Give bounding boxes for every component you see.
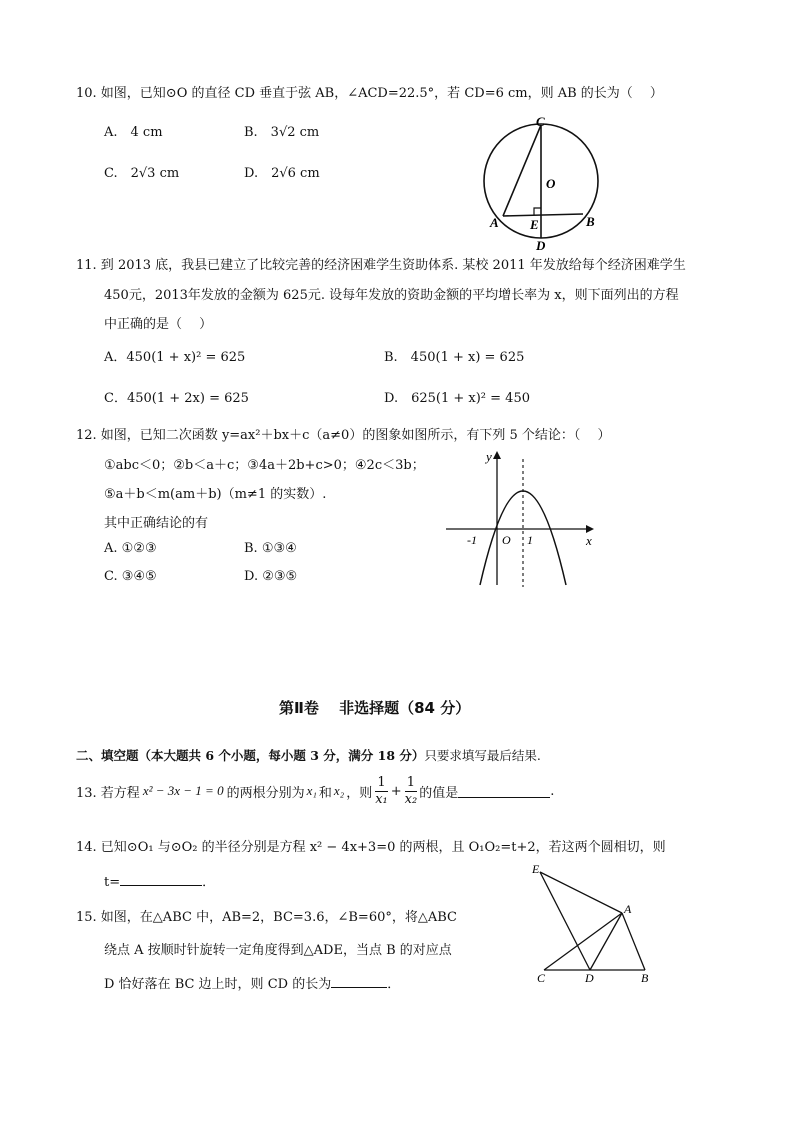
segment-ac xyxy=(503,125,541,216)
q13-fraction-1 xyxy=(375,775,388,808)
q13-equation: x² − 3x − 1 = 0 xyxy=(142,783,224,798)
q13-suffix: 的值是 xyxy=(419,785,459,801)
q13-answer-blank[interactable] xyxy=(458,785,550,798)
q15-line1: 15. 如图，在△ABC 中，AB=2，BC=3.6，∠B=60°，将△ABC xyxy=(76,910,457,925)
label-b: B xyxy=(586,214,595,229)
q10-option-a: A. 4 cm xyxy=(104,125,163,140)
q11-option-b: B. 450(1 + x) = 625 xyxy=(384,350,525,365)
q14-line1: 14. 已知⊙O₁ 与⊙O₂ 的半径分别是方程 x² − 4x+3=0 的两根，且 O₁O₂=t+2，若这两个圆相切，则 xyxy=(76,840,666,855)
q14-end: ． xyxy=(202,875,216,890)
q12-option-c: C. ③④⑤ xyxy=(104,569,157,584)
q13-x2: x₂ xyxy=(333,783,345,798)
q15-line2: 绕点 A 按顺时针旋转一定角度得到△ADE，当点 B 的对应点 xyxy=(104,943,452,958)
q15-line3-text: D 恰好落在 BC 边上时，则 CD 的长为 xyxy=(104,977,332,992)
label-origin: O xyxy=(502,533,511,547)
q14-t-prefix: t= xyxy=(104,875,121,890)
q13-plus: + xyxy=(390,783,402,799)
q11-option-a: A．450(1 + x)² = 625 xyxy=(104,350,246,365)
q12-line4: 其中正确结论的有 xyxy=(104,516,209,531)
q13-frac1-num: 1 xyxy=(375,775,388,792)
q12-line1: 12. 如图，已知二次函数 y=ax²＋bx＋c（a≠0）的图象如图所示，有下列 5 个结论：（ ） xyxy=(76,428,611,443)
q13-and: 和 xyxy=(318,785,332,801)
label-neg1: -1 xyxy=(467,533,477,547)
q13-then: ，则 xyxy=(346,785,373,801)
label-e: E xyxy=(530,217,539,232)
label-d: D xyxy=(585,971,594,985)
label-a: A xyxy=(490,215,499,230)
q13-x1: x₁ xyxy=(306,783,317,798)
q10-text: 10. 如图，已知⊙O 的直径 CD 垂直于弦 AB，∠ACD=22.5°，若 CD=6 cm，则 AB 的长为（ ） xyxy=(76,86,663,101)
part2-heading: 第Ⅱ卷 非选择题（84 分） xyxy=(279,699,471,717)
q10-option-b: B. 3√2 cm xyxy=(244,125,320,140)
q11-line1: 11. 到 2013 底，我县已建立了比较完善的经济困难学生资助体系. 某校 2011 年发放给每个经济困难学生 xyxy=(76,258,686,273)
q15-line3 xyxy=(104,973,400,992)
q12-line3: ⑤a＋b＜m(am＋b)（m≠1 的实数）. xyxy=(104,487,327,502)
label-e: E xyxy=(532,862,540,876)
label-c: C xyxy=(536,114,545,129)
q11-option-c: C．450(1 + 2x) = 625 xyxy=(104,391,249,406)
x-axis-arrow xyxy=(586,525,594,533)
y-axis-arrow xyxy=(493,451,501,459)
segment-ca xyxy=(544,913,622,970)
segment-ea xyxy=(540,872,622,913)
section2-note: 只要求填写最后结果. xyxy=(424,748,541,763)
label-x: x xyxy=(586,533,592,548)
q11-line2: 450元，2013年发放的金额为 625元. 设每年发放的资助金额的平均增长率为 x，则下面列出的方程 xyxy=(104,288,679,303)
q13-prefix: 13. 若方程 xyxy=(76,785,140,801)
q10-option-d: D. 2√6 cm xyxy=(244,166,320,181)
q12-option-b: B. ①③④ xyxy=(244,541,297,556)
q13-frac2-num: 1 xyxy=(405,775,418,792)
label-y: y xyxy=(486,449,492,464)
q12-option-d: D. ②③⑤ xyxy=(244,569,298,584)
q13-frac1-den: x₁ xyxy=(375,791,388,807)
label-d: D xyxy=(536,238,546,253)
q12-option-a: A. ①②③ xyxy=(104,541,157,556)
segment-ba xyxy=(622,913,645,970)
label-c: C xyxy=(537,971,546,985)
label-o: O xyxy=(546,176,556,191)
q13-end: . xyxy=(550,783,555,799)
q11-option-d: D. 625(1 + x)² = 450 xyxy=(384,391,530,406)
q13-line xyxy=(76,773,554,809)
q14-line2 xyxy=(104,871,215,890)
chord-ab xyxy=(503,214,583,216)
q15-triangle-figure xyxy=(528,862,668,987)
q12-parabola-figure xyxy=(440,445,600,590)
right-angle-mark xyxy=(534,208,541,215)
label-a: A xyxy=(624,902,632,916)
q14-answer-blank[interactable] xyxy=(120,873,202,886)
q13-fraction-2 xyxy=(405,775,418,808)
q15-answer-blank[interactable] xyxy=(331,975,387,988)
section2-instructions xyxy=(76,746,541,764)
q10-circle-figure xyxy=(482,113,622,253)
q11-line3: 中正确的是（ ） xyxy=(104,317,213,332)
q15-end: ． xyxy=(387,977,401,992)
q13-mid: 的两根分别为 xyxy=(226,785,305,801)
label-one: 1 xyxy=(527,533,533,547)
q13-frac2-den: x₂ xyxy=(404,791,418,807)
q10-option-c: C. 2√3 cm xyxy=(104,166,180,181)
q12-line2: ①abc＜0；②b＜a＋c；③4a＋2b+c>0；④2c＜3b； xyxy=(104,458,425,473)
label-b: B xyxy=(641,971,649,985)
segment-da xyxy=(590,913,622,970)
section2-title: 二、填空题（本大题共 6 个小题，每小题 3 分，满分 18 分） xyxy=(76,748,425,763)
